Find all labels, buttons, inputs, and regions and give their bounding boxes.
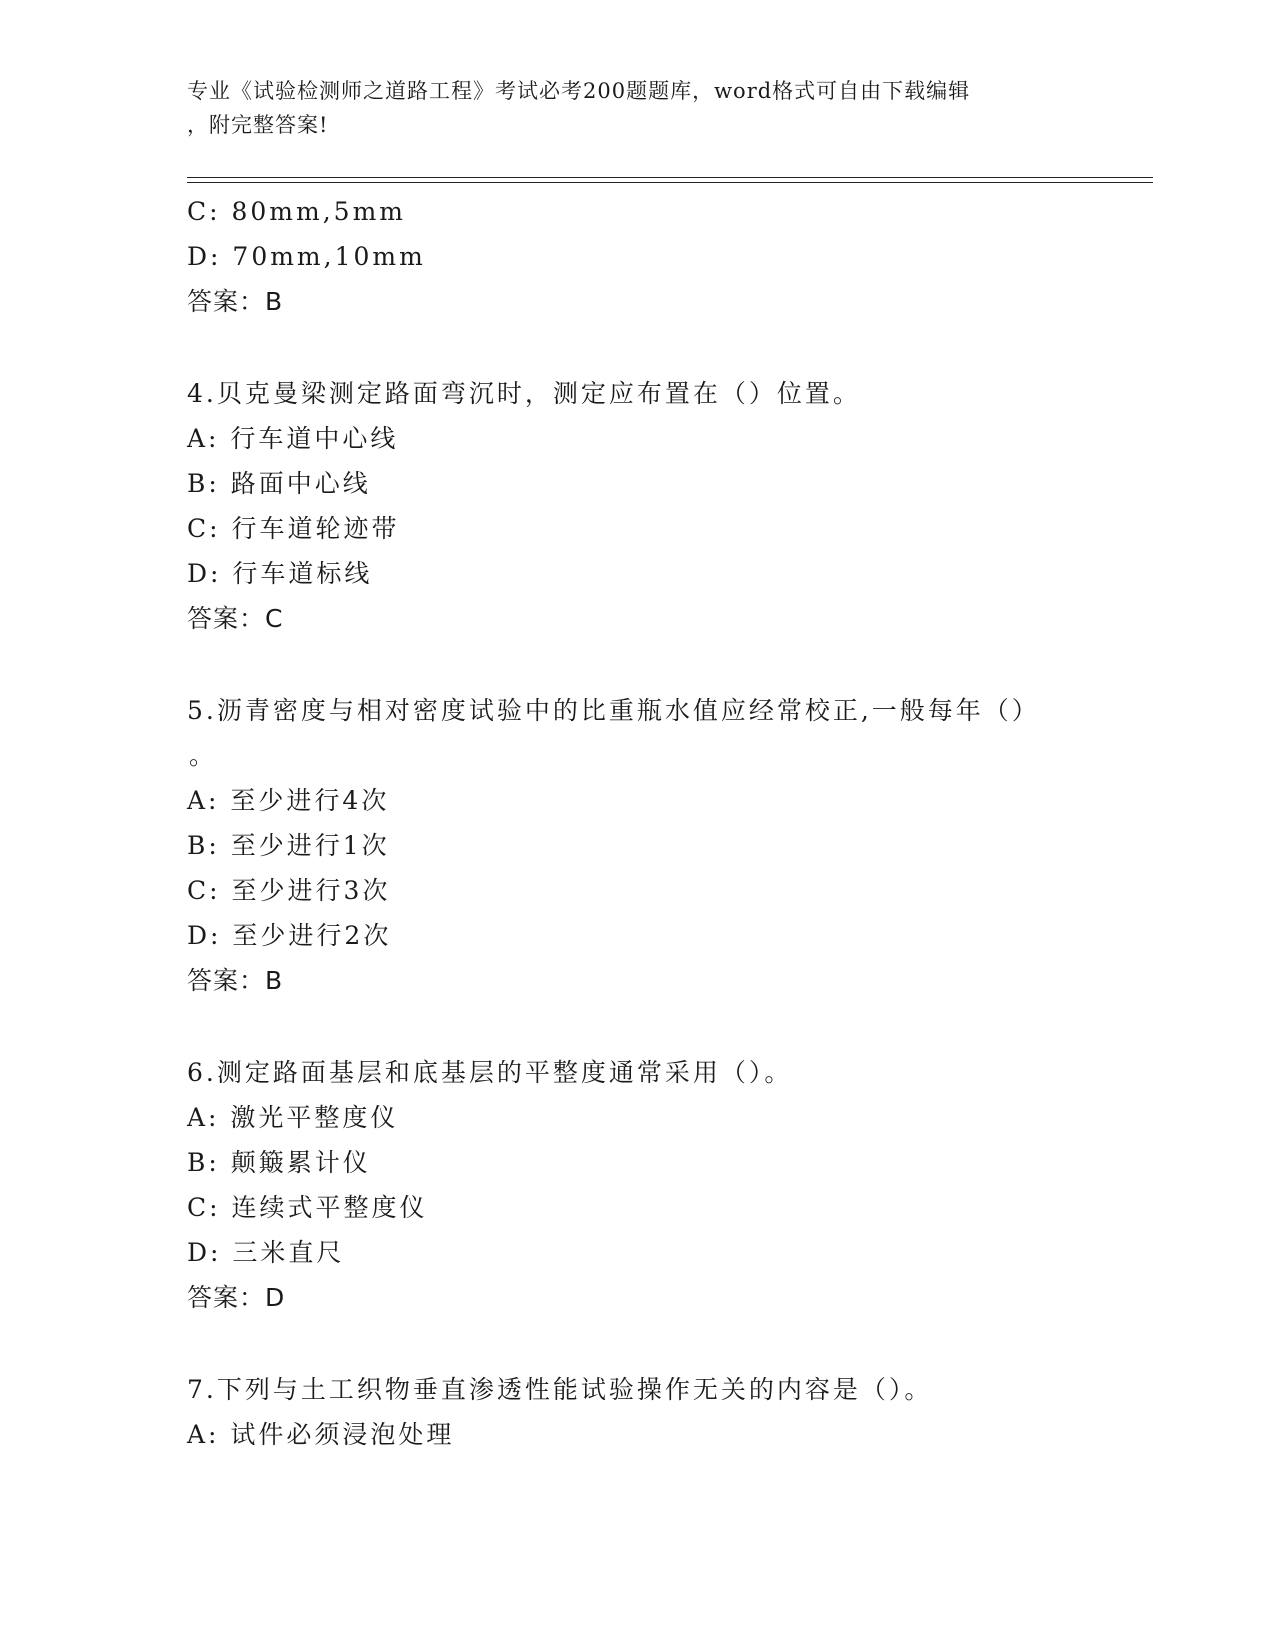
answer-label: 答案：B [187,966,284,995]
option-c: C: 连续式平整度仪 [187,1193,428,1222]
question-4-block [187,371,1087,641]
answer-label: 答案：D [187,1283,286,1312]
option-d: D: 三米直尺 [187,1238,345,1267]
spacer [187,1320,1087,1367]
answer-label: 答案：C [187,604,284,633]
option-c: C: 行车道轮迹带 [187,514,400,543]
spacer [187,641,1087,688]
option-d: D: 行车道标线 [187,559,373,588]
document-header [187,74,1077,142]
option-b: B: 路面中心线 [187,469,371,498]
option-b: B: 颠簸累计仪 [187,1148,371,1177]
option-c: C: 至少进行3次 [187,876,391,905]
option-a: A: 试件必须浸泡处理 [187,1420,455,1449]
option-a: A: 行车道中心线 [187,424,399,453]
option-a: A: 激光平整度仪 [187,1103,399,1132]
question-3-block [187,189,1087,324]
question-text: 4.贝克曼梁测定路面弯沉时，测定应布置在（）位置。 [187,379,861,408]
question-text: 7.下列与土工织物垂直渗透性能试验操作无关的内容是（）。 [187,1375,933,1404]
header-divider-top [187,177,1153,178]
question-text-continued: 。 [189,741,218,770]
option-d: D: 至少进行2次 [187,921,392,950]
question-list [187,189,1087,1457]
header-title-line-2: ，附完整答案! [187,113,329,137]
option-a: A: 至少进行4次 [187,786,390,815]
header-divider-bottom [187,182,1153,183]
option-d: D: 70mm,10mm [187,242,426,271]
question-7-block [187,1367,1087,1457]
question-text: 5.沥青密度与相对密度试验中的比重瓶水值应经常校正,一般每年（） [187,696,1040,725]
header-title-line-1: 专业《试验检测师之道路工程》考试必考200题题库，word格式可自由下载编辑 [187,79,971,103]
question-5-block [187,688,1087,1003]
answer-label: 答案：B [187,287,284,316]
option-b: B: 至少进行1次 [187,831,390,860]
question-6-block [187,1050,1087,1320]
option-c: C: 80mm,5mm [187,197,406,226]
spacer [187,1003,1087,1050]
question-text: 6.测定路面基层和底基层的平整度通常采用（）。 [187,1058,793,1087]
spacer [187,324,1087,371]
